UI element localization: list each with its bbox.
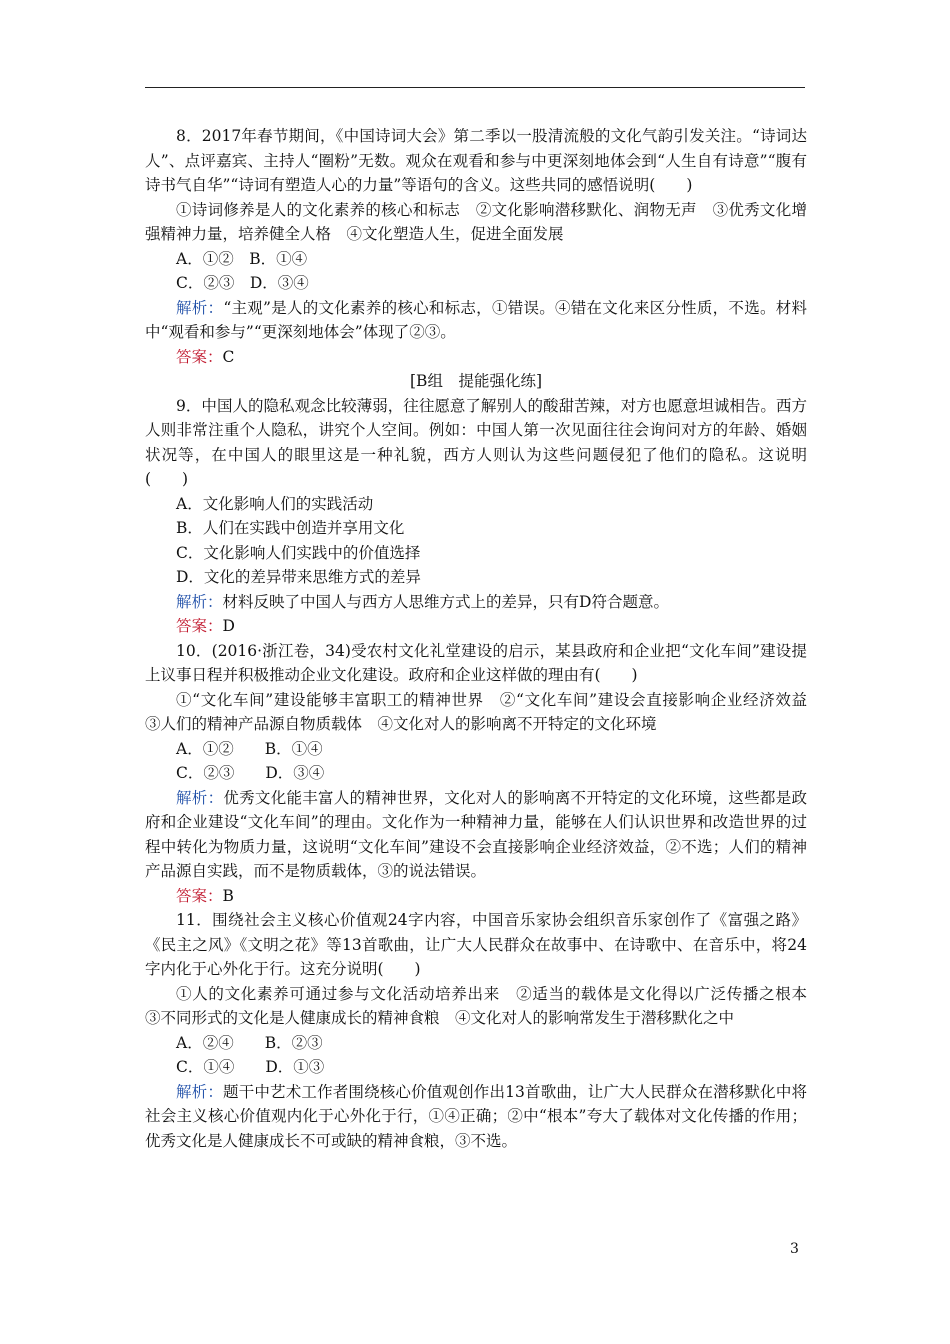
q10-answer	[145, 884, 807, 909]
q8-answer	[145, 345, 807, 370]
page-content	[145, 124, 823, 1153]
q11-choices: ①人的文化素养可通过参与文化活动培养出来 ②适当的载体是文化得以广泛传播之根本 ③不同形式的文化是人健康成长的精神食粮 ④文化对人的影响常发生于潜移默化之中	[145, 984, 823, 1027]
q10-stem: 10．(2016·浙江卷，34)受农村文化礼堂建设的启示，某县政府和企业把“文化车间”建设提上议事日程并积极推动企业文化建设。政府和企业这样做的理由有( )	[145, 641, 807, 684]
q9-stem: 9．中国人的隐私观念比较薄弱，往往愿意了解别人的酸甜苦辣，对方也愿意坦诚相告。西方人则非常注重个人隐私，讲究个人空间。例如：中国人第一次见面往往会询问对方的年龄、婚姻状况等，在中国人的眼里这是一种礼貌，西方人则认为这些问题侵犯了他们的隐私。这说明( )	[145, 396, 807, 488]
q9-option-c: C．文化影响人们实践中的价值选择	[176, 543, 421, 562]
q11-options-cd: C．①④ D．①③	[176, 1058, 325, 1076]
q11-options-ab: A．②④ B．②③	[176, 1033, 323, 1052]
answer-value: B	[222, 886, 234, 905]
q10-options-cd: C．②③ D．③④	[176, 764, 325, 782]
analysis-label: 解析：	[176, 1082, 224, 1101]
answer-value: C	[222, 347, 235, 366]
q8-analysis	[145, 296, 807, 345]
q8-options-cd: C．②③ D．③④	[176, 274, 309, 292]
analysis-text: “主观”是人的文化素养的核心和标志，①错误。④错在文化来区分性质，不选。材料中“观看和参与”“更深刻地体会”体现了②③。	[145, 298, 807, 341]
q9-answer	[145, 614, 807, 639]
section-title: [B组 提能强化练]	[410, 372, 542, 390]
q9-option-d: D．文化的差异带来思维方式的差异	[176, 568, 421, 586]
answer-label: 答案：	[176, 347, 223, 366]
q8-choices: ①诗词修养是人的文化素养的核心和标志 ②文化影响潜移默化、润物无声 ③优秀文化增强精神力量，培养健全人格 ④文化塑造人生，促进全面发展	[145, 200, 807, 243]
q10-choices: ①“文化车间”建设能够丰富职工的精神世界 ②“文化车间”建设会直接影响企业经济效益 ③人们的精神产品源自物质载体 ④文化对人的影响离不开特定的文化环境	[145, 690, 823, 733]
q11-analysis	[145, 1080, 807, 1154]
analysis-text: 优秀文化能丰富人的精神世界，文化对人的影响离不开特定的文化环境，这些都是政府和企业建设“文化车间”的理由。文化作为一种精神力量，能够在人们认识世界和改造世界的过程中转化为物质力量，这说明“文化车间”建设不会直接影响企业经济效益，②不选；人们的精神产品源自实践，而不是物质载体，③的说法错误。	[145, 788, 807, 880]
answer-label: 答案：	[176, 617, 223, 635]
q8-stem: 8．2017年春节期间，《中国诗词大会》第二季以一股清流般的文化气韵引发关注。“诗词达人”、点评嘉宾、主持人“圈粉”无数。观众在观看和参与中更深刻地体会到“人生自有诗意”“腹有诗书气自华”“诗词有塑造人心的力量”等语句的含义。这些共同的感悟说明( )	[145, 127, 807, 194]
analysis-label: 解析：	[176, 788, 224, 807]
analysis-label: 解析：	[176, 298, 224, 317]
q9-option-b: B．人们在实践中创造并享用文化	[176, 519, 405, 537]
analysis-text: 材料反映了中国人与西方人思维方式上的差异，只有D符合题意。	[222, 592, 669, 611]
header-rule	[145, 87, 805, 88]
q10-analysis	[145, 786, 807, 884]
q11-stem: 11．围绕社会主义核心价值观24字内容，中国音乐家协会组织音乐家创作了《富强之路》《民主之风》《文明之花》等13首歌曲，让广大人民群众在故事中、在诗歌中、在音乐中，将24字内化于心外化于行。这充分说明( )	[145, 911, 807, 978]
q9-analysis	[145, 590, 807, 615]
page-number: 3	[790, 1241, 799, 1257]
q10-options-ab: A．①② B．①④	[176, 739, 323, 758]
analysis-text: 题干中艺术工作者围绕核心价值观创作出13首歌曲，让广大人民群众在潜移默化中将社会主义核心价值观内化于心外化于行，①④正确；②中“根本”夸大了载体对文化传播的作用；优秀文化是人健康成长不可或缺的精神食粮，③不选。	[145, 1082, 807, 1150]
answer-value: D	[222, 617, 235, 635]
answer-label: 答案：	[176, 886, 223, 905]
q9-option-a: A．文化影响人们的实践活动	[176, 494, 374, 513]
q8-options-ab: A．①② B．①④	[176, 249, 308, 268]
analysis-label: 解析：	[176, 592, 223, 611]
